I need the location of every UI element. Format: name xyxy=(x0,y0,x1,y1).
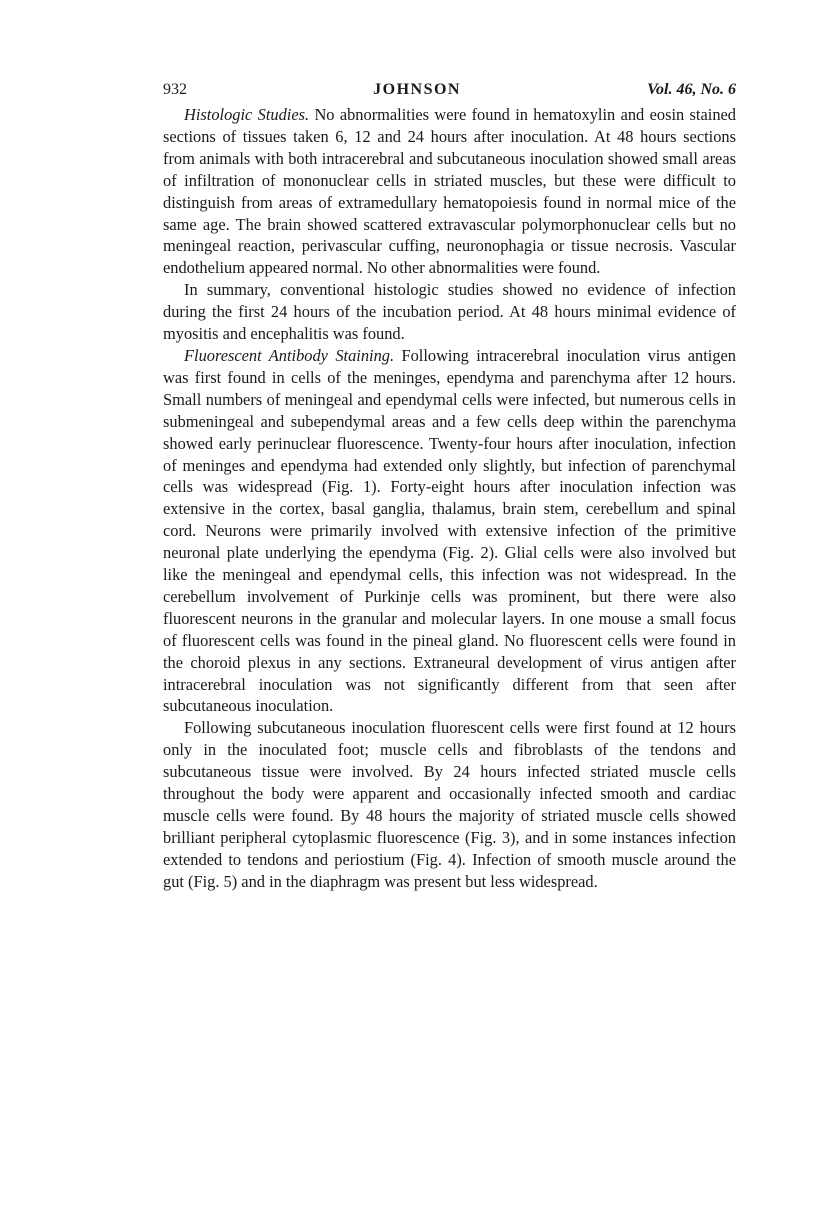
section-heading-fluorescent-antibody-staining: Fluorescent Antibody Staining. xyxy=(184,345,395,365)
page xyxy=(163,80,736,893)
paragraph-text: Following subcutaneous inoculation fluorescent cells were first found at 12 hours only in the inoculated foot; muscle cells and fibroblasts of the tendons and subcutaneous tissue were involved. By 24 hours infected striated muscle cells throughout the body were apparent and occasionally infected smooth and cardiac muscle cells were found. By 48 hours the majority of striated muscle cells showed brilliant peripheral cytoplasmic fluorescence (Fig. 3), and in some instances infection extended to tendons and periostium (Fig. 4). Infection of smooth muscle around the gut (Fig. 5) and in the diaphragm was present but less widespread. xyxy=(163,718,736,891)
paragraph-histologic-studies xyxy=(163,104,736,279)
paragraph-text: No abnormalities were found in hematoxylin and eosin stained sections of tissues taken 6, 12 and 24 hours after inoculation. At 48 hours sections from animals with both intracerebral and subcutaneous inoculation showed small areas of infiltration of mononuclear cells in striated muscles, but these were difficult to distinguish from areas of extramedullary hematopoiesis found in normal mice of the same age. The brain showed scattered extravascular polymorphonuclear cells but no meningeal reaction, perivascular cuffing, neuronophagia or tissue necrosis. Vascular endothelium appeared normal. No other abnormalities were found. xyxy=(163,105,736,278)
running-head xyxy=(163,80,736,102)
paragraph-summary xyxy=(163,279,736,345)
paragraph-fluorescent-antibody-staining xyxy=(163,345,736,717)
journal-reference: Vol. 46, No. 6 xyxy=(647,81,736,98)
paragraph-text: In summary, conventional histologic studies showed no evidence of infection during the first 24 hours of the incubation period. At 48 hours minimal evidence of myositis and encephalitis was found. xyxy=(163,280,736,344)
section-heading-histologic-studies: Histologic Studies. xyxy=(184,105,310,124)
paragraph-subcutaneous-inoculation xyxy=(163,717,736,892)
body-text xyxy=(163,104,736,893)
running-head-author: JOHNSON xyxy=(373,81,461,98)
paragraph-text: Following intracerebral inoculation virus antigen was first found in cells of the meninges, ependyma and parenchyma after 12 hours. Small numbers of meningeal and ependymal cells were infected, but numerous cells in submeningeal and subependymal areas and a few cells deep within the parenchyma showed early perinuclear fluorescence. Twenty-four hours after inoculation, infection of meninges and ependyma had extended only slightly, but infection of parenchymal cells was widespread (Fig. 1). Forty-eight hours after inoculation infection was extensive in the cortex, basal ganglia, thalamus, brain stem, cerebellum and spinal cord. Neurons were primarily involved with extensive infection of the primitive neuronal plate underlying the ependyma (Fig. 2). Glial cells were also involved but like the meningeal and ependymal cells, this infection was not widespread. In the cerebellum involvement of Purkinje cells was prominent, but there were also fluorescent neurons in the granular and molecular layers. In one mouse a small focus of fluorescent cells was found in the pineal gland. No fluorescent cells were found in the choroid plexus in any sections. Extraneural development of virus antigen after intracerebral inoculation was not significantly different from that seen after subcutaneous inoculation. xyxy=(163,345,736,716)
page-number: 932 xyxy=(163,81,187,98)
